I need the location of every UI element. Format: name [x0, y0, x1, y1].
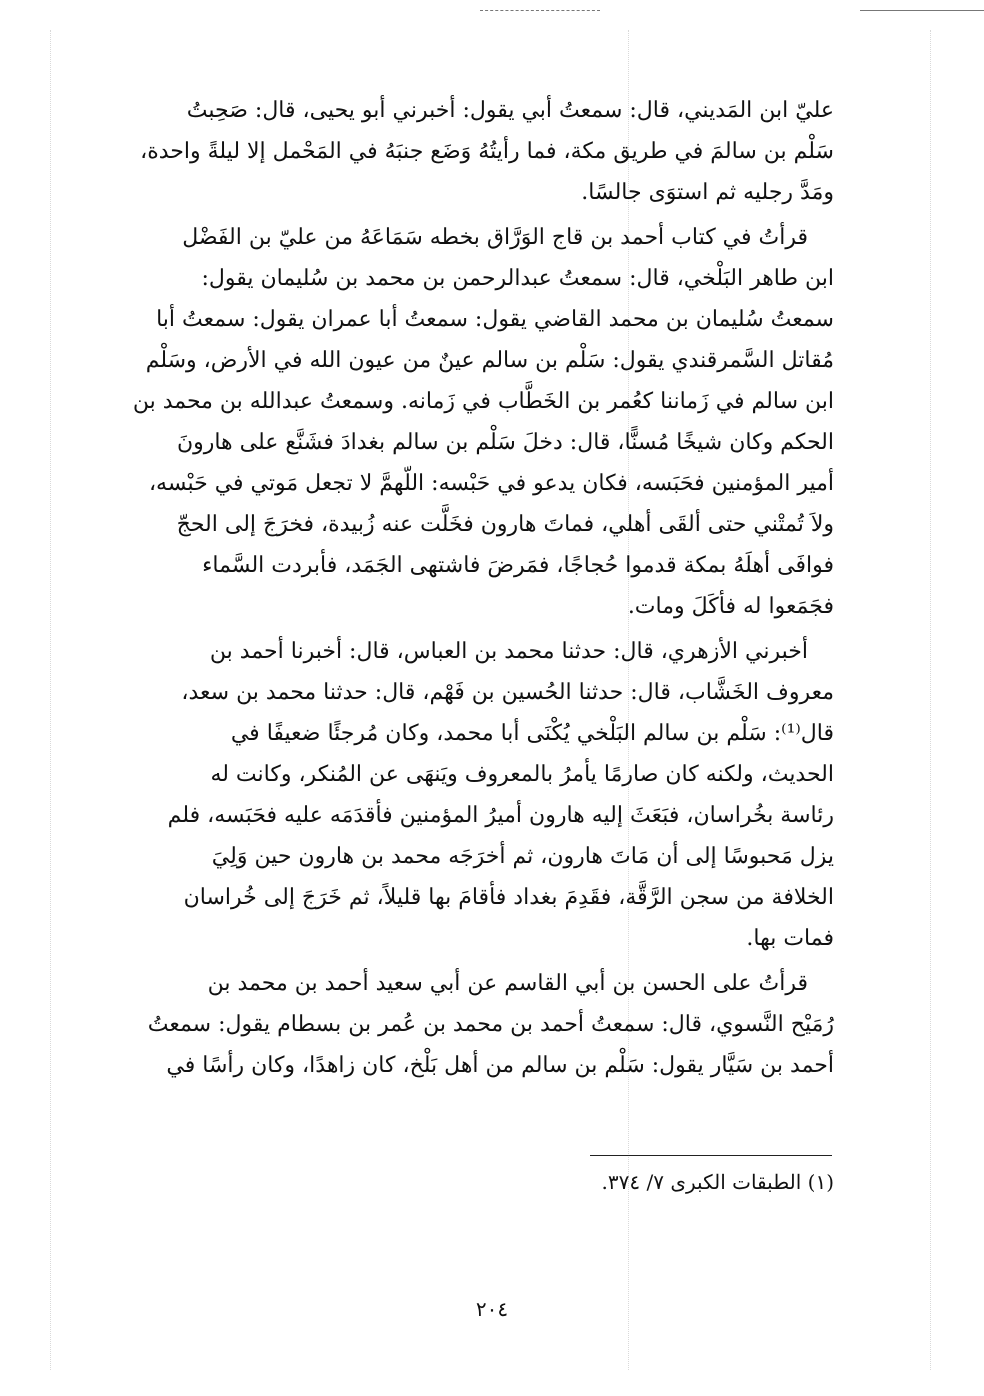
top-scan-line — [480, 10, 600, 11]
page-body — [128, 90, 834, 1090]
paragraph-3: أخبرني الأزهري، قال: حدثنا محمد بن العباس، قال: أخبرنا أحمد بن معروف الخَشَّاب، قال: حدثنا الحُسين بن فَهْم، قال: حدثنا محمد بن سعد، قال⁽¹⁾: سَلْم بن سالم البَلْخي يُكْنَى أبا محمد، وكان مُرجئًا ضعيفًا في الحديث، ولكنه كان صارمًا يأمرُ بالمعروف ويَنهَى عن المُنكر، وكانت له رئاسة بخُراسان، فبَعَثَ إليه هارون أميرُ المؤمنين فأقدَمَه عليه فحَبَسه، فلم يزل مَحبوسًا إلى أن مَاتَ هارون، ثم أخرَجَه محمد بن هارون حين وَلِيَ الخلافة من سجن الرَّقَّة، فقَدِمَ بغداد فأقامَ بها قليلاً، ثم خَرَجَ إلى خُراسان فمات بها. — [167, 639, 834, 951]
footnote-separator — [590, 1155, 832, 1156]
scan-guide-line — [50, 30, 51, 1370]
footnote: (١) الطبقات الكبرى ٧/ ٣٧٤. — [601, 1170, 834, 1194]
page-number: ٢٠٤ — [475, 1297, 509, 1321]
scan-guide-line — [930, 30, 931, 1370]
paragraph-1: عليّ ابن المَديني، قال: سمعتُ أبي يقول: أخبرني أبو يحيى، قال: صَحِبتُ سَلْم بن سالمَ في طريق مكة، فما رأيتُهُ وَضَع جنبَهُ في المَحْمل إلا ليلةً واحدة، ومَدَّ رجليه ثم استوَى جالسًا. — [140, 98, 834, 205]
top-scan-line — [860, 10, 984, 11]
paragraph-4: قرأتُ على الحسن بن أبي القاسم عن أبي سعيد أحمد بن محمد بن رُمَيْح النَّسوي، قال: سمعتُ أحمد بن محمد بن عُمر بن بسطام يقول: سمعتُ أحمد بن سَيَّار يقول: سَلْم بن سالم من أهل بَلْخ، كان زاهدًا، وكان رأسًا في — [147, 971, 834, 1078]
paragraph-2: قرأتُ في كتاب أحمد بن قاج الوَرَّاق بخطه سَمَاعَهُ من عليّ بن الفَضْل ابن طاهر البَلْخي، قال: سمعتُ عبدالرحمن بن محمد بن سُليمان يقول: سمعتُ سُليمان بن محمد القاضي يقول: سمعتُ أبا عمران يقول: سمعتُ أبا مُقاتل السَّمرقندي يقول: سَلْم بن سالم عينٌ من عيون الله في الأرض، وسَلْم ابن سالم في زَماننا كعُمر بن الخَطَّاب في زَمانه. وسمعتُ عبدالله بن محمد بن الحكم وكان شيخًا مُسنًّا، قال: دخلَ سَلْم بن سالم بغدادَ فشَنَّع على هارونَ أمير المؤمنين فحَبَسه، فكان يدعو في حَبْسه: اللّهمَّ لا تجعل مَوتي في حَبْسه، ولاَ تُمتْني حتى ألقَى أهلي، فماتَ هارون فخَلَّت عنه زُبيدة، فخرَجَ إلى الحجّ فوافَى أهلَهُ بمكة قدموا حُجاجًا، فمَرضَ فاشتهى الجَمَد، فأبردت السَّماء فجَمَعوا له فأكَلَ ومات. — [132, 225, 834, 619]
